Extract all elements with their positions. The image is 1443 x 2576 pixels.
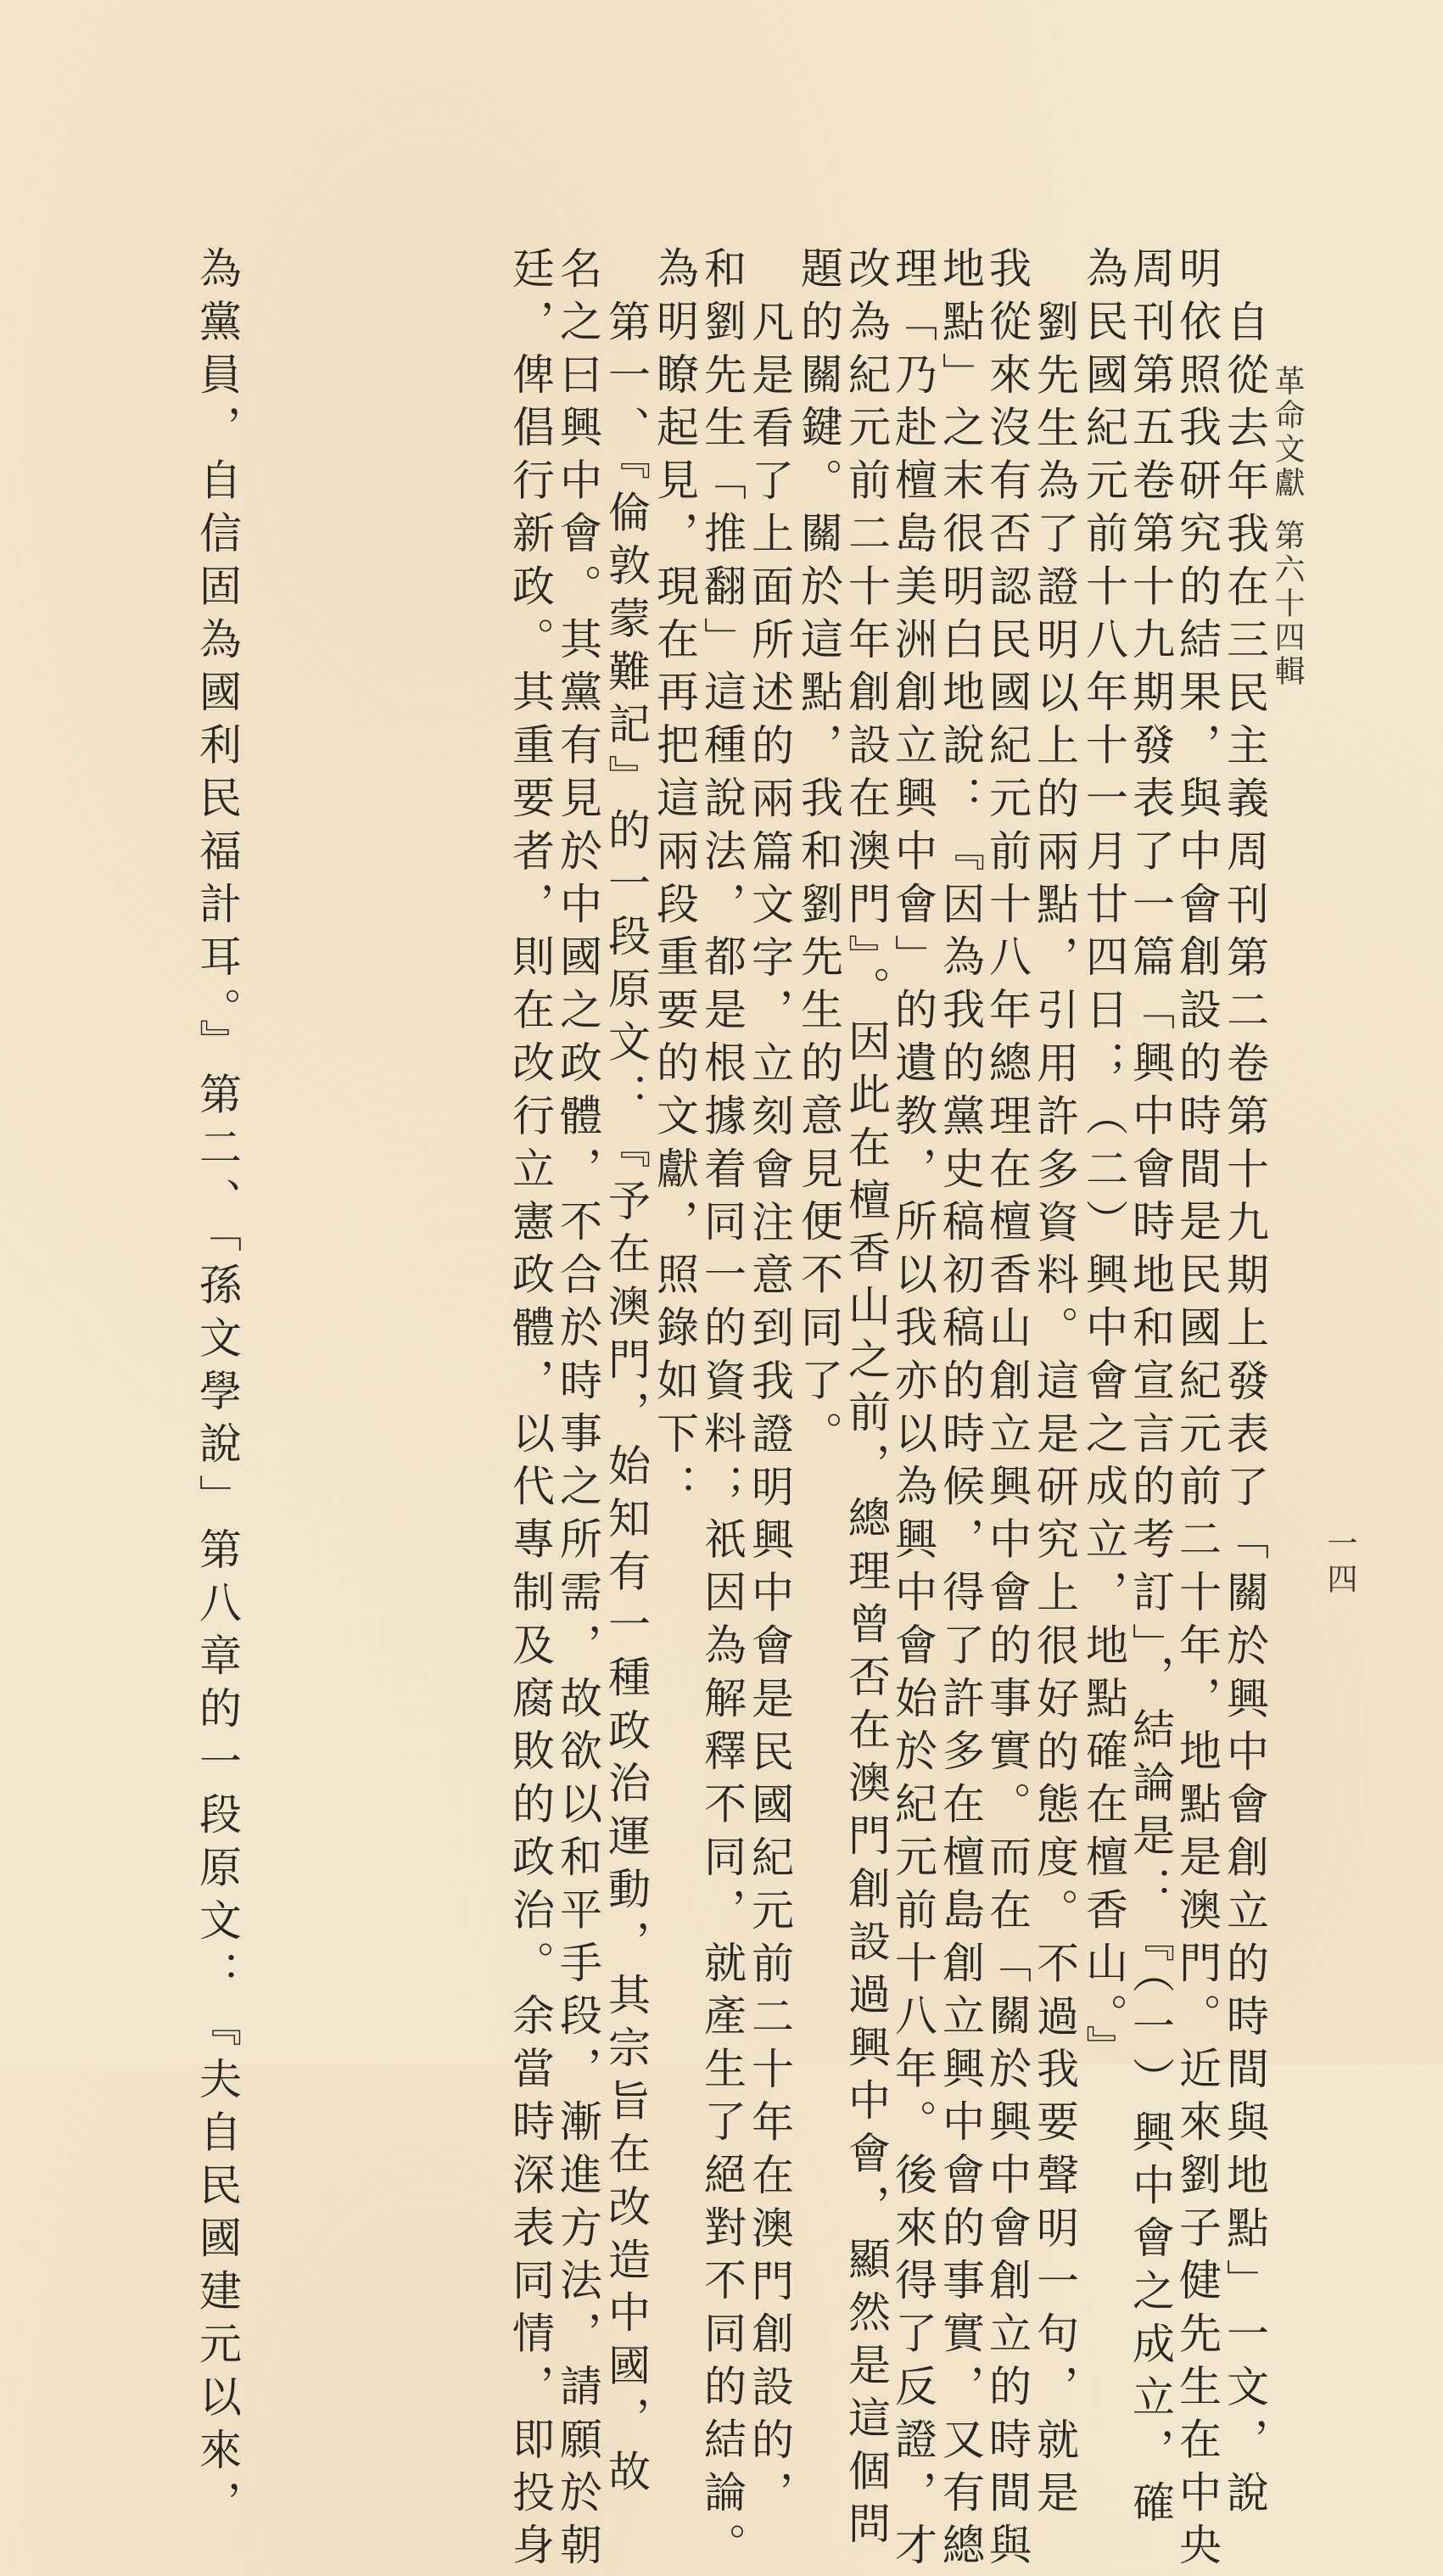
page-number: 一四 bbox=[1323, 1527, 1357, 1599]
text-column-4: 為民國紀元前十八年十一月廿四日；（二）興中會之成立，地點確在檀香山。』 bbox=[1079, 246, 1128, 2078]
series-title: 革命文獻 bbox=[1270, 365, 1305, 501]
text-column-8: 理「乃赴檀島美洲創立興中會」的遺教，所以我亦以為興中會始於紀元前十八年。後來得了反證，才 bbox=[888, 246, 937, 2576]
text-column-10: 題的關鍵。關於這點，我和劉先生的意見便不同了。 bbox=[794, 246, 843, 1464]
text-column-2: 明依照我研究的結果，與中會創設的時間是民國紀元前二十年，地點是澳門。近來劉子健先生在中央 bbox=[1172, 246, 1222, 2576]
text-column-15: 名之曰興中會。其黨有見於中國之政體，不合於時事之所需，故欲以和平手段，漸進方法，請願於朝 bbox=[553, 246, 602, 2576]
text-column-17: 為黨員，自信固為國利民福計耳。』第二、「孫文學說」第八章的一段原文：『夫自民國建元以來， bbox=[193, 246, 242, 2534]
text-column-7: 地點」之末很明白地說：『因為我的黨史稿初稿的時候，得了許多在檀島創立興中會的事實，又有總 bbox=[936, 246, 985, 2576]
text-column-16: 廷，俾倡行新政。其重要者，則在改行立憲政體，以代專制及腐敗的政治。余當時深表同情，即投身 bbox=[506, 246, 555, 2576]
volume-label: 第六十四輯 bbox=[1270, 519, 1305, 689]
running-header bbox=[1267, 365, 1306, 689]
text-column-11: 凡是看了上面所述的兩篇文字，立刻會注意到我證明興中會是民國紀元前二十年在澳門創設的， bbox=[745, 300, 794, 2523]
text-column-5: 劉先生為了證明以上的兩點，引用許多資料。這是研究上很好的態度。不過我要聲明一句，就是 bbox=[1030, 300, 1079, 2523]
text-column-3: 周刊第五卷第十九期發表了一篇「興中會時地和宣言的考訂」，結論是：『（一）興中會之成立，確 bbox=[1126, 246, 1175, 2534]
text-column-12: 和劉先生「推翻」這種說法，都是根據着同一的資料；祇因為解釋不同，就產生了絕對不同的結論。 bbox=[697, 246, 747, 2576]
text-column-14: 第一、『倫敦蒙難記』的一段原文：『予在澳門，始知有一種政治運動，其宗旨在改造中國，故 bbox=[601, 300, 651, 2502]
text-column-6: 我從來沒有否認民國紀元前十八年總理在檀香山創立興中會的事實。而在「關於興中會創立的時間與 bbox=[982, 246, 1032, 2576]
text-column-1: 自從去年我在三民主義周刊第二卷第十九期上發表了「關於興中會創立的時間與地點」一文，說 bbox=[1220, 300, 1269, 2523]
text-column-9: 改為紀元前二十年創設在澳門』。因此在檀香山之前，總理曾否在澳門創設過興中會，顯然是這個問 bbox=[842, 246, 891, 2555]
text-column-13: 為明瞭起見，現在再把這兩段重要的文獻，照錄如下： bbox=[650, 246, 699, 1517]
